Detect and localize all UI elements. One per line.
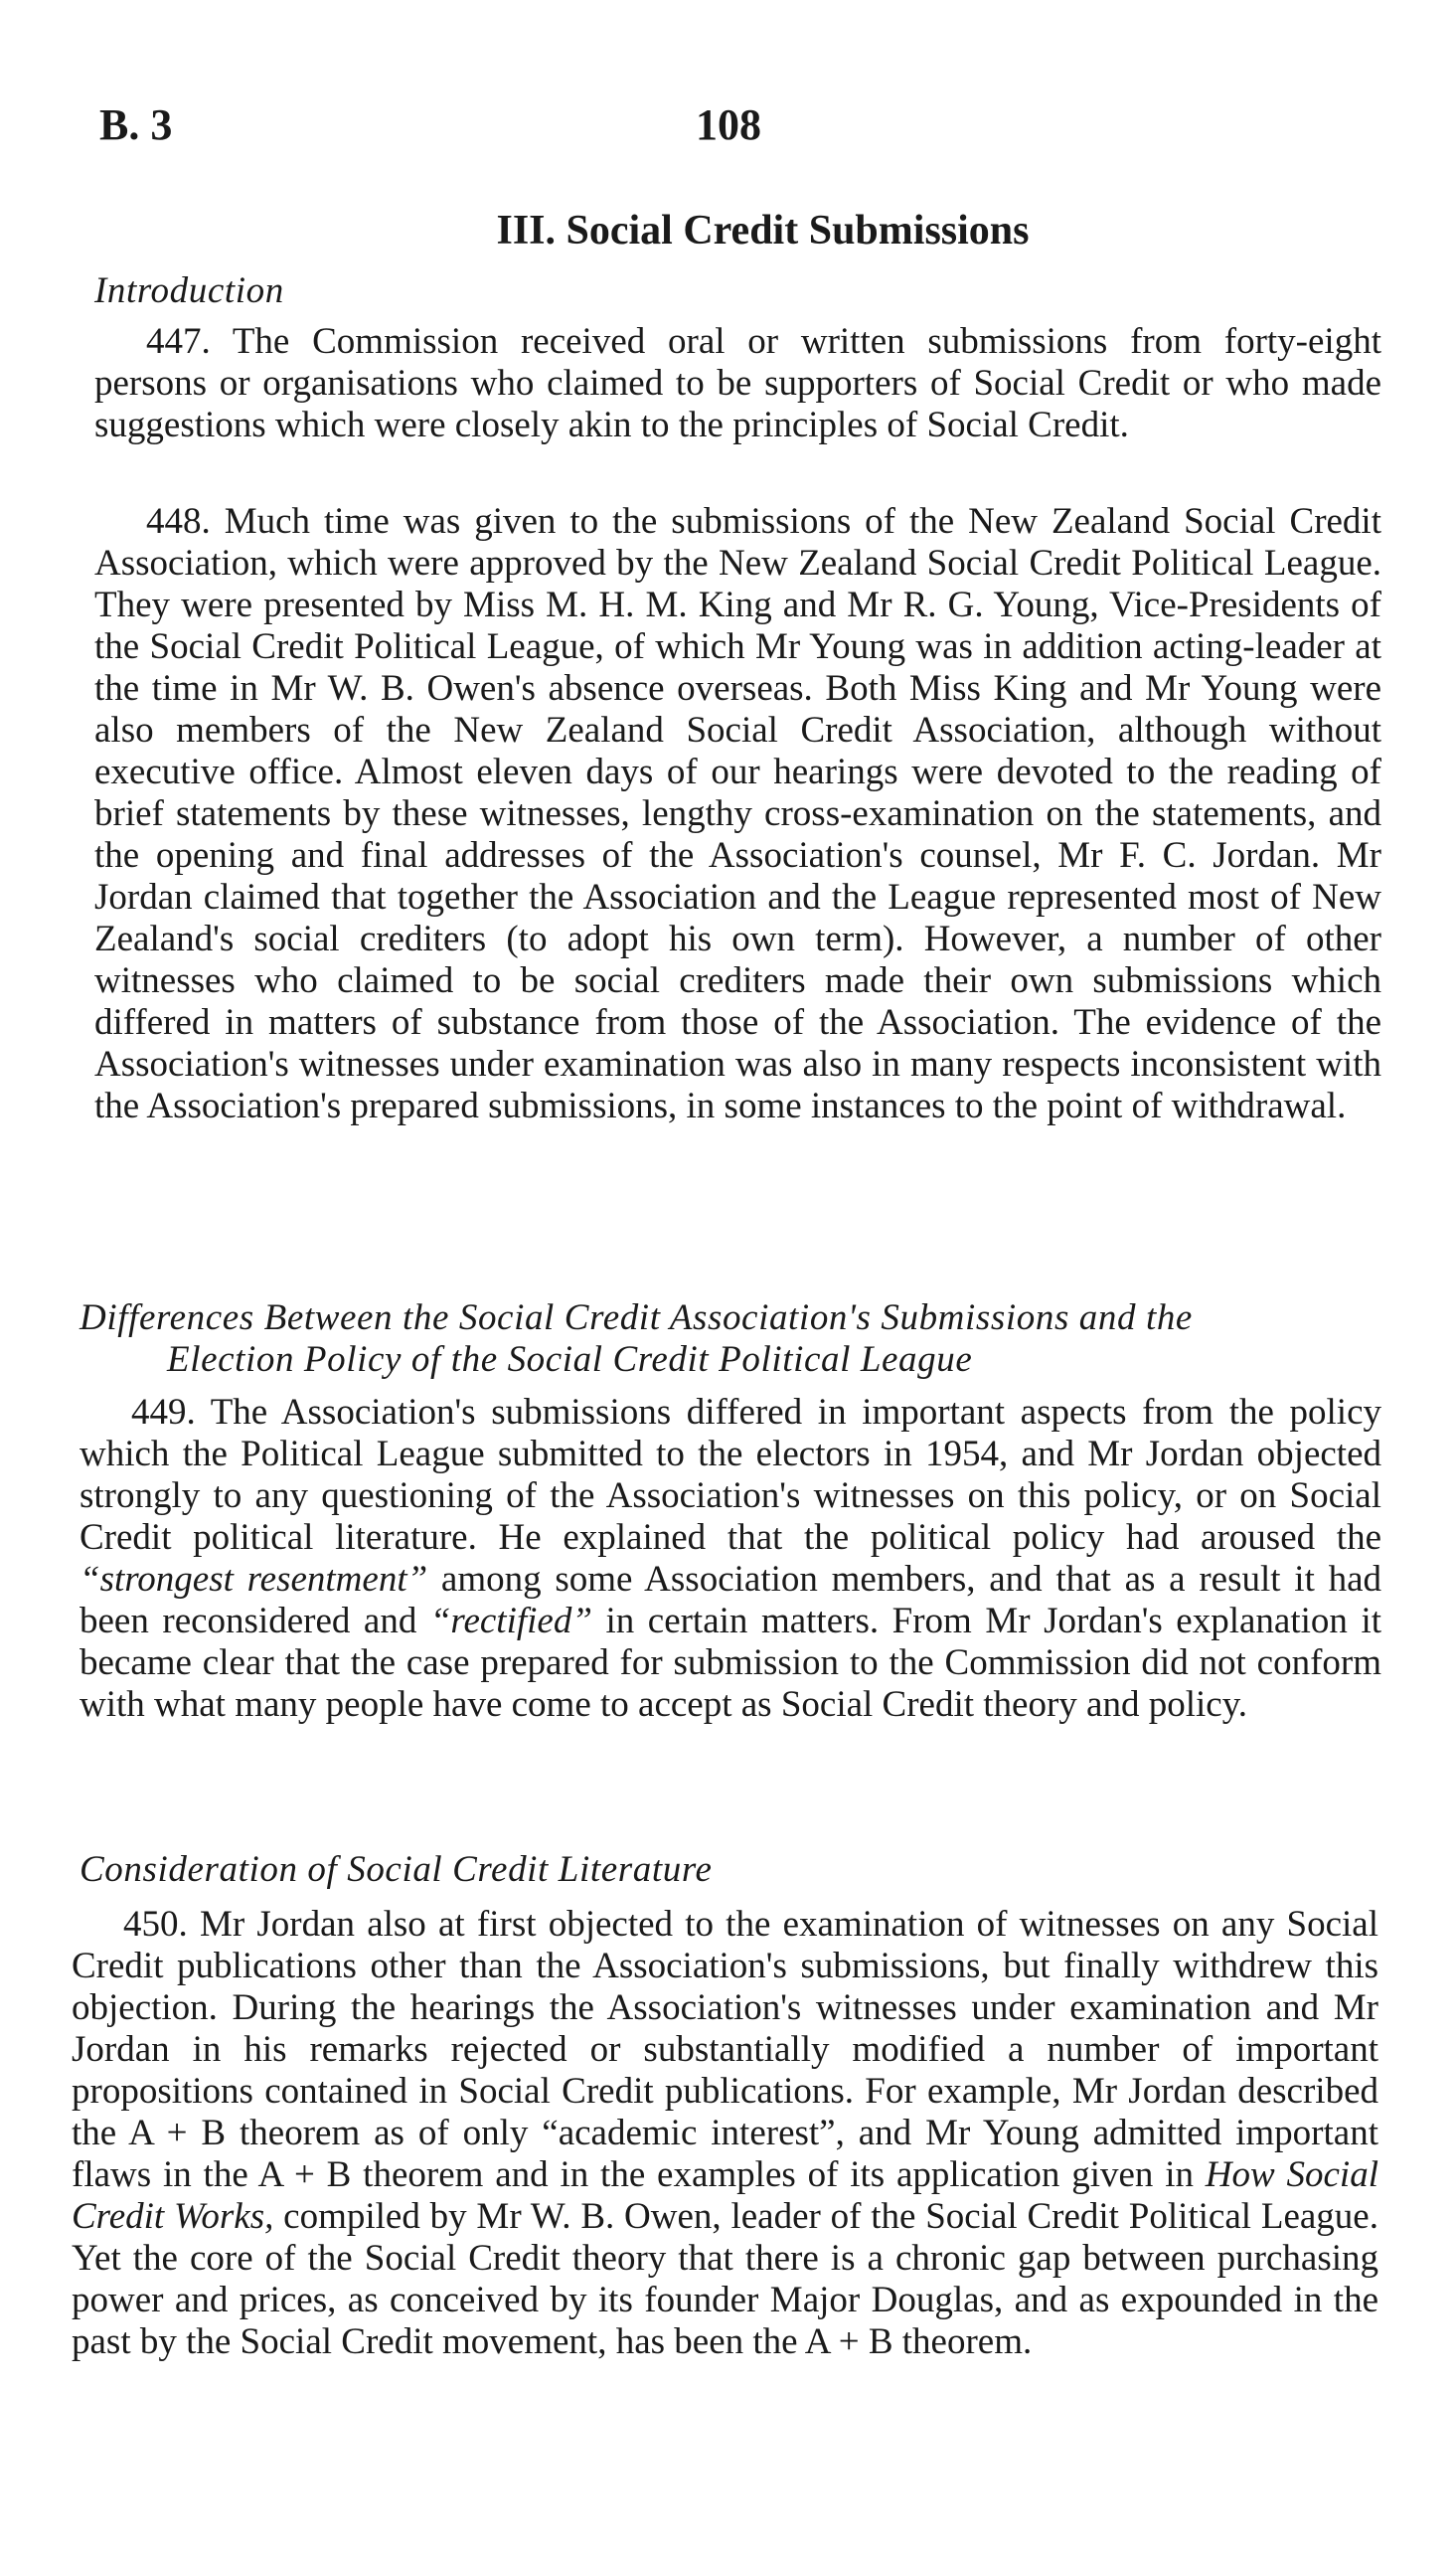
paragraph-449-part3: in certain matters. From Mr Jordan's explanation it became clear that the case prepared for submission to the Commission did not conform with what many people have come to accept as Social Credit theory and policy.: [80, 1601, 1381, 1725]
subheading-differences-line1: Differences Between the Social Credit Association's Submissions and the: [80, 1297, 1193, 1338]
page-number: 108: [696, 100, 761, 149]
quote-rectified: “rectified”: [429, 1601, 592, 1641]
paragraph-450-part2: compiled by Mr W. B. Owen, leader of the Social Credit Political League. Yet the core of the Social Credit theory that there is a chronic gap between purchasing power and prices, as conceived by its founder Major Douglas, and as expounded in the past by the Social Credit movement, has been the A + B theorem.: [72, 2196, 1378, 2362]
quote-strongest-resentment: “strongest resentment”: [80, 1559, 428, 1600]
paragraph-449-part2: among some Association members, and that as a result it had been reconsidered and: [80, 1559, 1382, 1641]
section-title: III. Social Credit Submissions: [496, 208, 1030, 254]
subheading-differences: [80, 1297, 1391, 1381]
paragraph-449-part1: 449. The Association's submissions differed in important aspects from the policy which the Political League submitted to the electors in 1954, and Mr Jordan objected strongly to any questioning of the Association's witnesses on this policy, or on Social Credit political literature. He explained that the political policy had aroused the: [80, 1392, 1381, 1558]
paragraph-449: [80, 1392, 1381, 1726]
paragraph-447: 447. The Commission received oral or written submissions from forty-eight persons or organisations who claimed to be supporters of Social Credit or who made suggestions which were closely akin to the principles of Social Credit.: [94, 321, 1381, 445]
subheading-differences-line2: Election Policy of the Social Credit Political League: [167, 1339, 973, 1380]
paragraph-450: [72, 1904, 1378, 2363]
paragraph-448: 448. Much time was given to the submissions of the New Zealand Social Credit Association, which were approved by the New Zealand Social Credit Political League. They were presented by Miss M. H. M. King and Mr R. G. Young, Vice-Presidents of the Social Credit Political League, of which Mr Young was in addition acting-leader at the time in Mr W. B. Owen's absence overseas. Both Miss King and Mr Young were also members of the New Zealand Social Credit Association, although without executive office. Almost eleven days of our hearings were devoted to the reading of brief statements by these witnesses, lengthy cross-examination on the statements, and the opening and final addresses of the Association's counsel, Mr F. C. Jordan. Mr Jordan claimed that together the Association and the League represented most of New Zealand's social crediters (to adopt his own term). However, a number of other witnesses who claimed to be social crediters made their own submissions which differed in matters of substance from those of the Association. The evidence of the Association's witnesses under examination was also in many respects inconsistent with the Association's prepared submissions, in some instances to the point of withdrawal.: [94, 501, 1381, 1126]
subheading-consideration: Consideration of Social Credit Literature: [80, 1849, 713, 1890]
paragraph-450-part1: 450. Mr Jordan also at first objected to the examination of witnesses on any Social Credit publications other than the Association's submissions, but finally withdrew this objection. During the hearings the Association's witnesses under examination and Mr Jordan in his remarks rejected or substantially modified a number of important propositions contained in Social Credit publications. For example, Mr Jordan described the A + B theorem as of only “academic interest”, and Mr Young admitted important flaws in the A + B theorem and in the examples of its application given in: [72, 1904, 1378, 2195]
subheading-introduction: Introduction: [94, 270, 284, 311]
publication-title: How Social Credit Works,: [72, 2154, 1378, 2237]
document-reference: B. 3: [99, 100, 173, 149]
